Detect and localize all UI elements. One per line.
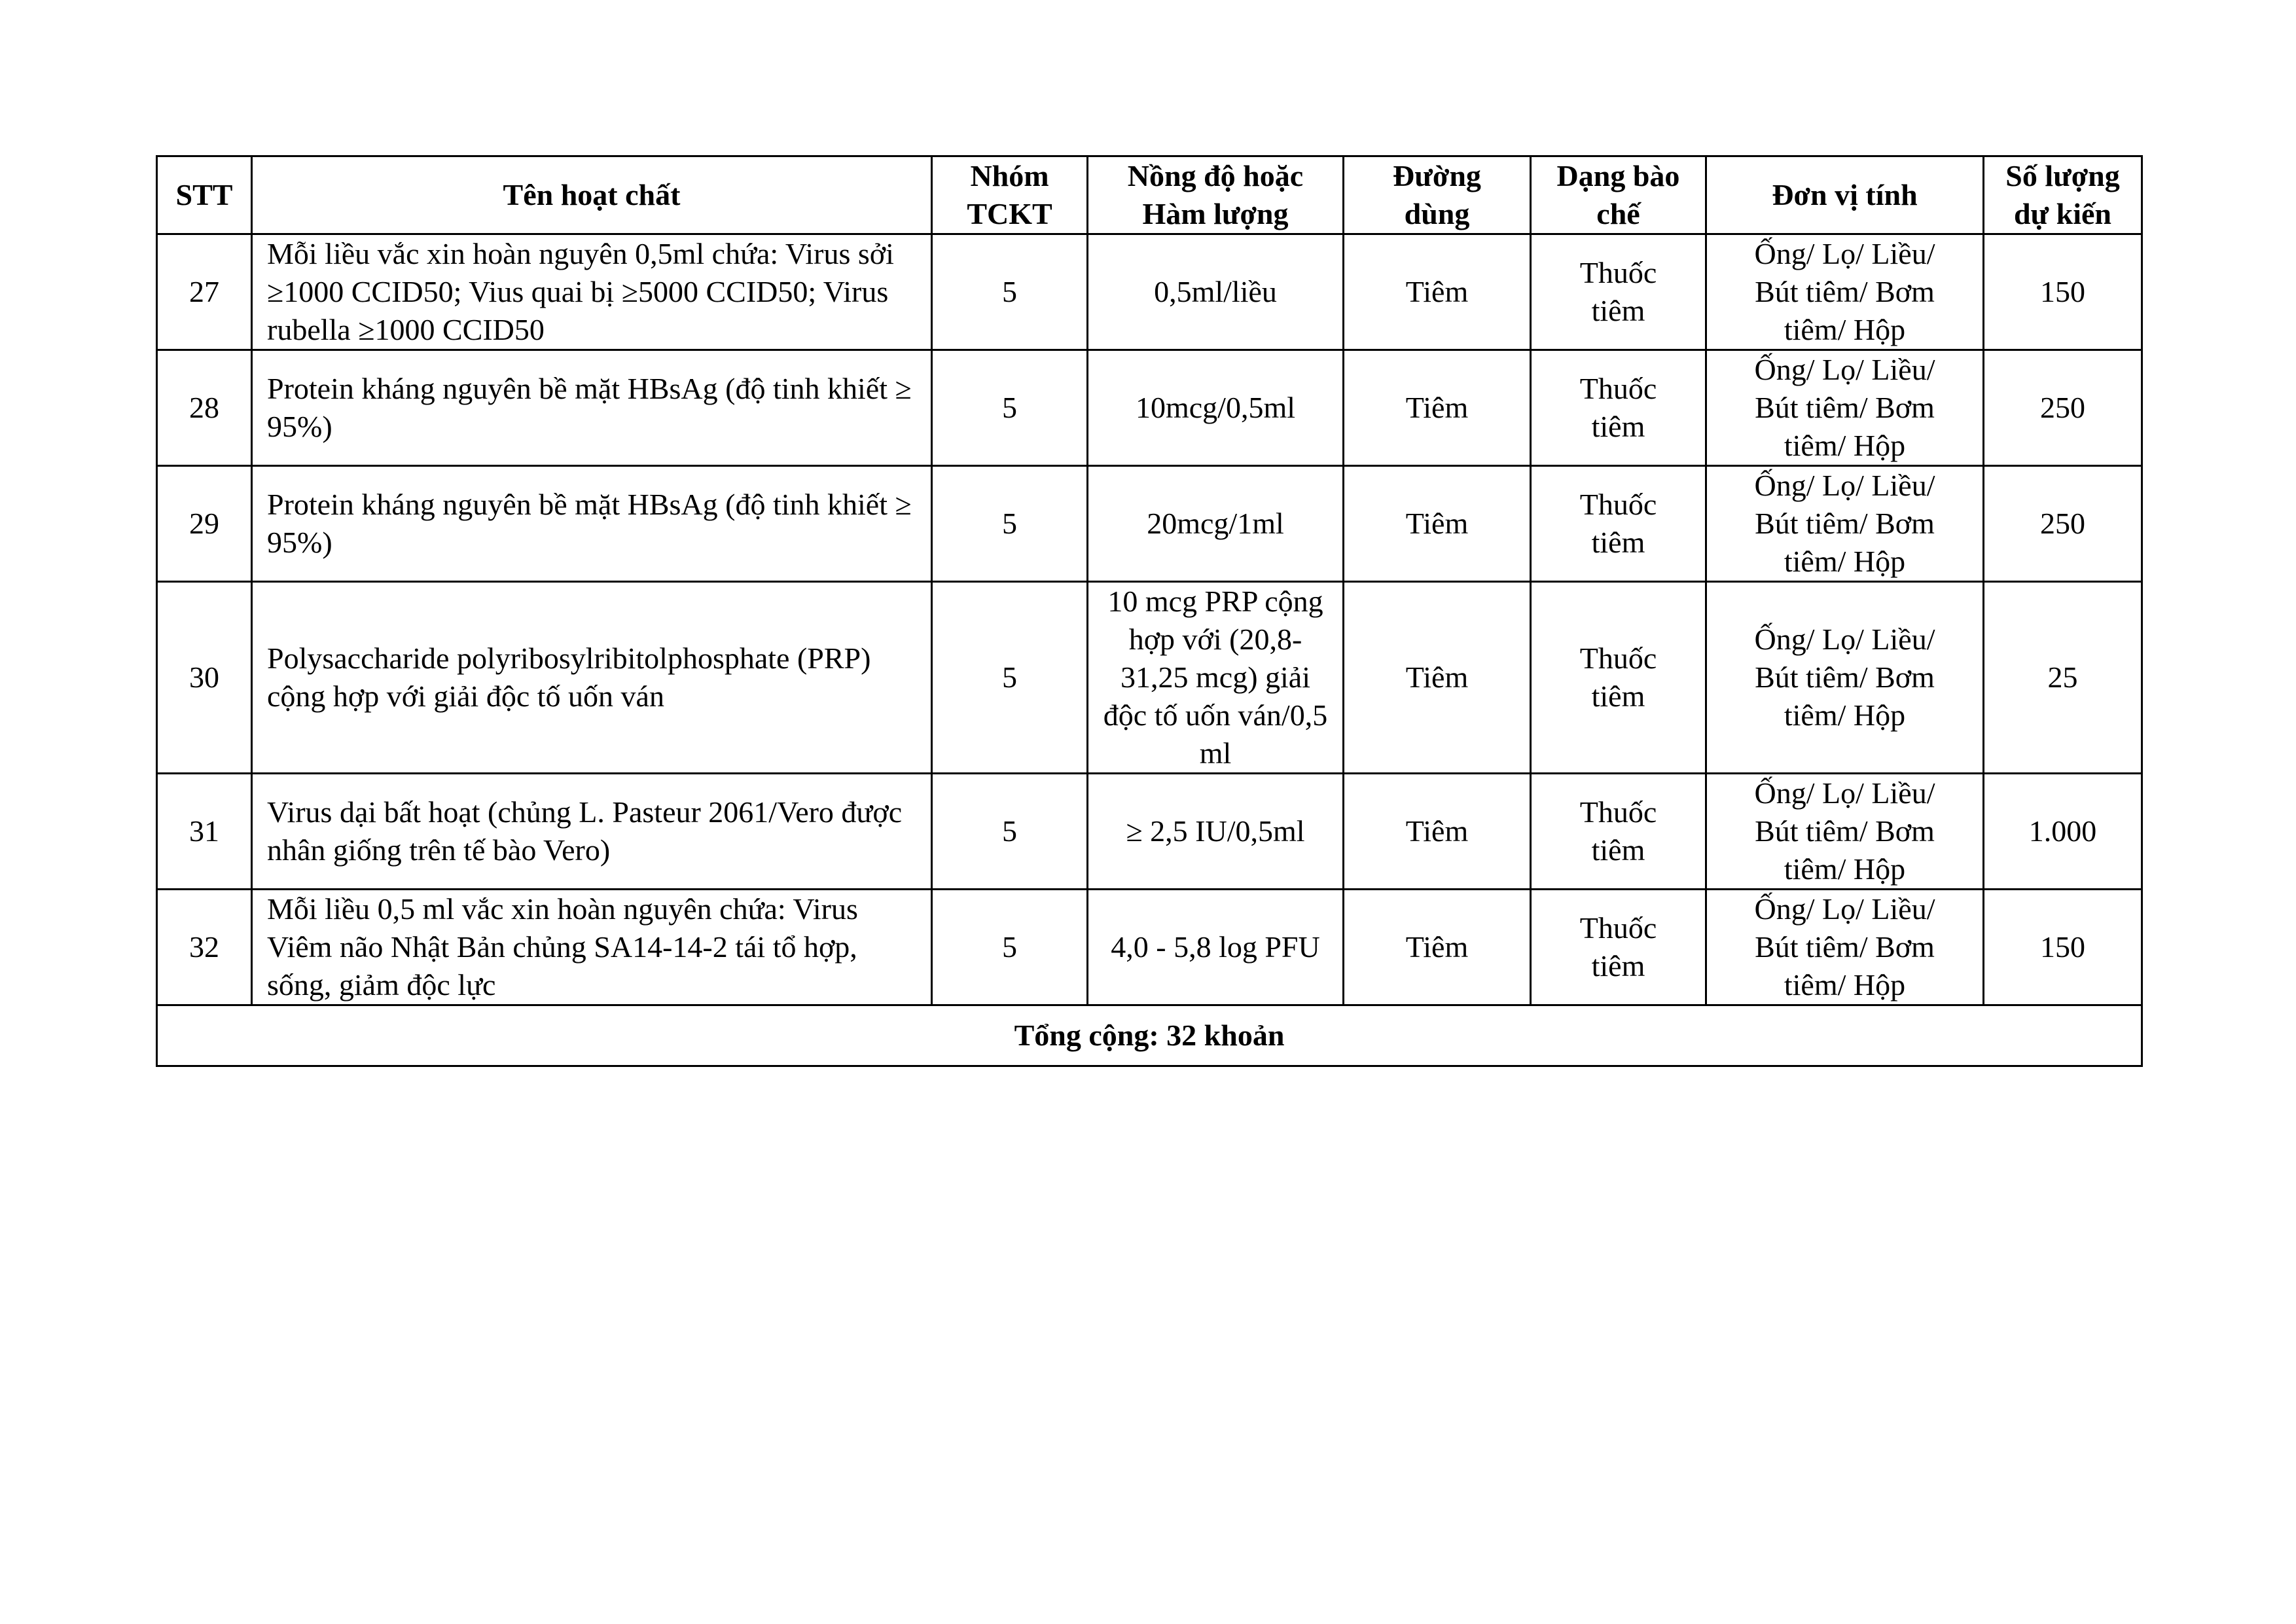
cell-quantity: 250 bbox=[1984, 350, 2142, 466]
cell-active-ingredient: Virus dại bất hoạt (chủng L. Pasteur 2061/Vero được nhân giống trên tế bào Vero) bbox=[252, 774, 932, 890]
cell-group: 5 bbox=[932, 466, 1088, 582]
cell-quantity: 250 bbox=[1984, 466, 2142, 582]
table-row bbox=[157, 234, 2142, 350]
cell-quantity: 150 bbox=[1984, 890, 2142, 1005]
cell-dosage-form: Thuốc tiêm bbox=[1531, 350, 1706, 466]
header-dosage-form: Dạng bào chế bbox=[1531, 156, 1706, 234]
table-body bbox=[157, 234, 2142, 1005]
header-unit: Đơn vị tính bbox=[1706, 156, 1984, 234]
cell-quantity: 25 bbox=[1984, 582, 2142, 774]
cell-strength: 20mcg/1ml bbox=[1088, 466, 1344, 582]
drug-list-table bbox=[156, 155, 2143, 1067]
cell-stt: 27 bbox=[157, 234, 252, 350]
cell-dosage-form: Thuốc tiêm bbox=[1531, 890, 1706, 1005]
cell-dosage-form: Thuốc tiêm bbox=[1531, 582, 1706, 774]
cell-active-ingredient: Protein kháng nguyên bề mặt HBsAg (độ tinh khiết ≥ 95%) bbox=[252, 466, 932, 582]
cell-unit: Ống/ Lọ/ Liều/ Bút tiêm/ Bơm tiêm/ Hộp bbox=[1706, 774, 1984, 890]
cell-stt: 29 bbox=[157, 466, 252, 582]
cell-dosage-form: Thuốc tiêm bbox=[1531, 774, 1706, 890]
cell-quantity: 150 bbox=[1984, 234, 2142, 350]
cell-unit: Ống/ Lọ/ Liều/ Bút tiêm/ Bơm tiêm/ Hộp bbox=[1706, 466, 1984, 582]
cell-active-ingredient: Mỗi liều 0,5 ml vắc xin hoàn nguyên chứa: Virus Viêm não Nhật Bản chủng SA14-14-2 tái tổ hợp, sống, giảm độc lực bbox=[252, 890, 932, 1005]
cell-strength: 0,5ml/liều bbox=[1088, 234, 1344, 350]
table-header-row bbox=[157, 156, 2142, 234]
header-quantity: Số lượng dự kiến bbox=[1984, 156, 2142, 234]
cell-unit: Ống/ Lọ/ Liều/ Bút tiêm/ Bơm tiêm/ Hộp bbox=[1706, 582, 1984, 774]
cell-group: 5 bbox=[932, 350, 1088, 466]
header-group: Nhóm TCKT bbox=[932, 156, 1088, 234]
cell-quantity: 1.000 bbox=[1984, 774, 2142, 890]
cell-unit: Ống/ Lọ/ Liều/ Bút tiêm/ Bơm tiêm/ Hộp bbox=[1706, 350, 1984, 466]
cell-active-ingredient: Mỗi liều vắc xin hoàn nguyên 0,5ml chứa: Virus sởi ≥1000 CCID50; Vius quai bị ≥5000 CCID50; Virus rubella ≥1000 CCID50 bbox=[252, 234, 932, 350]
table-row bbox=[157, 466, 2142, 582]
cell-group: 5 bbox=[932, 234, 1088, 350]
cell-active-ingredient: Protein kháng nguyên bề mặt HBsAg (độ tinh khiết ≥ 95%) bbox=[252, 350, 932, 466]
cell-stt: 30 bbox=[157, 582, 252, 774]
table-row bbox=[157, 582, 2142, 774]
total-label: Tổng cộng: 32 khoản bbox=[157, 1005, 2142, 1066]
cell-route: Tiêm bbox=[1344, 582, 1531, 774]
cell-route: Tiêm bbox=[1344, 234, 1531, 350]
header-active-ingredient: Tên hoạt chất bbox=[252, 156, 932, 234]
cell-active-ingredient: Polysaccharide polyribosylribitolphosphate (PRP) cộng hợp với giải độc tố uốn ván bbox=[252, 582, 932, 774]
cell-route: Tiêm bbox=[1344, 350, 1531, 466]
cell-dosage-form: Thuốc tiêm bbox=[1531, 234, 1706, 350]
total-row bbox=[157, 1005, 2142, 1066]
cell-unit: Ống/ Lọ/ Liều/ Bút tiêm/ Bơm tiêm/ Hộp bbox=[1706, 234, 1984, 350]
cell-stt: 32 bbox=[157, 890, 252, 1005]
cell-dosage-form: Thuốc tiêm bbox=[1531, 466, 1706, 582]
cell-strength: 10 mcg PRP cộng hợp với (20,8-31,25 mcg) giải độc tố uốn ván/0,5 ml bbox=[1088, 582, 1344, 774]
table-row bbox=[157, 350, 2142, 466]
cell-stt: 28 bbox=[157, 350, 252, 466]
cell-unit: Ống/ Lọ/ Liều/ Bút tiêm/ Bơm tiêm/ Hộp bbox=[1706, 890, 1984, 1005]
cell-group: 5 bbox=[932, 582, 1088, 774]
table-row bbox=[157, 774, 2142, 890]
cell-route: Tiêm bbox=[1344, 890, 1531, 1005]
header-stt: STT bbox=[157, 156, 252, 234]
cell-group: 5 bbox=[932, 774, 1088, 890]
table-row bbox=[157, 890, 2142, 1005]
cell-strength: 10mcg/0,5ml bbox=[1088, 350, 1344, 466]
cell-strength: 4,0 - 5,8 log PFU bbox=[1088, 890, 1344, 1005]
cell-stt: 31 bbox=[157, 774, 252, 890]
cell-route: Tiêm bbox=[1344, 466, 1531, 582]
cell-route: Tiêm bbox=[1344, 774, 1531, 890]
cell-strength: ≥ 2,5 IU/0,5ml bbox=[1088, 774, 1344, 890]
cell-group: 5 bbox=[932, 890, 1088, 1005]
header-route: Đường dùng bbox=[1344, 156, 1531, 234]
header-strength: Nồng độ hoặc Hàm lượng bbox=[1088, 156, 1344, 234]
